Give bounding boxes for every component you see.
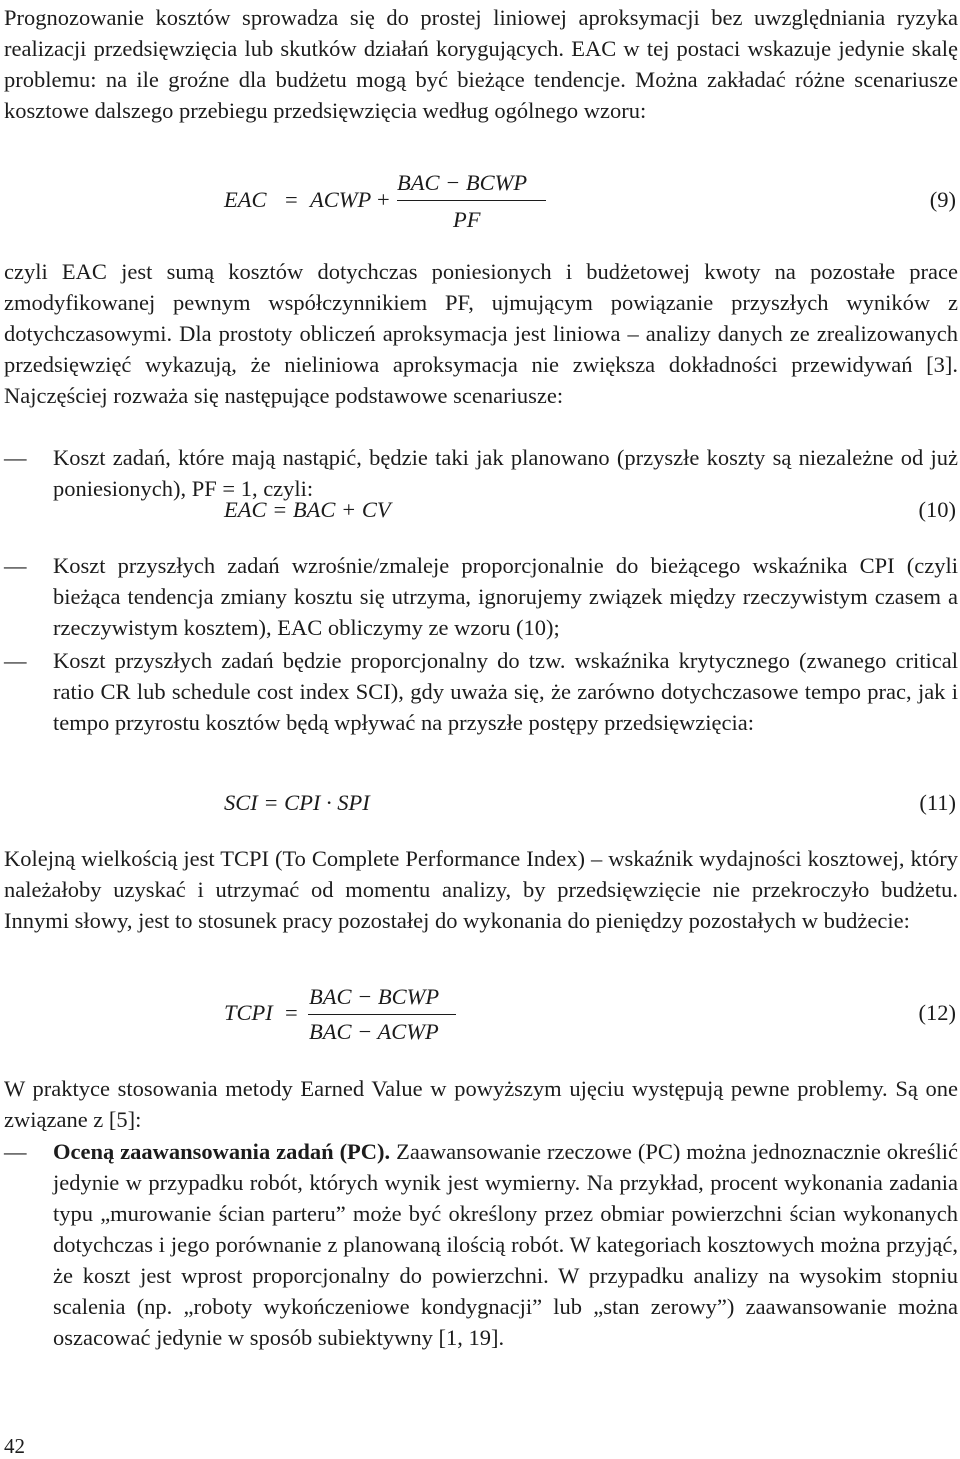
list-item-scenario-2 — [4, 550, 958, 643]
eq9-number: (9) — [929, 187, 956, 212]
list-item-text: Koszt zadań, które mają nastąpić, będzie taki jak planowano (przyszłe koszty są niezależne od już poniesionych), PF = 1, czyli: — [53, 445, 958, 501]
eq9-term: ACWP — [310, 187, 372, 212]
list-dash: — — [4, 1139, 27, 1164]
eq9-equals: = — [285, 187, 298, 212]
eq11-expression: SCI = CPI · SPI — [224, 790, 370, 815]
eq10-number: (10) — [918, 497, 956, 522]
paragraph-explanation: czyli EAC jest sumą kosztów dotychczas poniesionych i budżetowej kwoty na pozostałe prace zmodyfikowanej pewnym współczynnikiem PF, ujmującym powiązanie przyszłych wyników z dotychczasowymi. Dla prostoty obliczeń aproksymacja jest liniowa – analizy danych ze zrealizowanych przedsięwzięć wykazują, że nieliniowa aproksymacja nie zwiększa dokładności przewidywań [3]. Najczęściej rozważa się następujące podstawowe scenariusze: — [4, 259, 958, 408]
eq9-denominator: PF — [453, 207, 481, 232]
list-dash: — — [4, 648, 27, 673]
eq9-plus: + — [377, 187, 390, 212]
list-item-scenario-3 — [4, 645, 958, 738]
list-dash: — — [4, 445, 27, 470]
paragraph-problems: W praktyce stosowania metody Earned Value w powyższym ujęciu występują pewne problemy. Są one związane z [5]: — [4, 1076, 958, 1132]
paragraph-intro: Prognozowanie kosztów sprowadza się do prostej liniowej aproksymacji bez uwzględniania ryzyka realizacji przedsięwzięcia lub skutków działań korygujących. EAC w tej postaci wskazuje jedynie skalę problemu: na ile groźne dla budżetu mogą być bieżące tendencje. Można zakładać różne scenariusze kosztowe dalszego przebiegu przedsięwzięcia według ogólnego wzoru: — [4, 5, 958, 123]
list-item-text: Koszt przyszłych zadań wzrośnie/zmaleje proporcjonalnie do bieżącego wskaźnika CPI (czyli bieżąca tendencja zmiany kosztu się utrzyma, ignorujemy związek między rzeczywistym czasem a rzeczywistym kosztem), EAC obliczymy ze wzoru (10); — [53, 553, 958, 640]
eq12-denominator: BAC − ACWP — [309, 1019, 439, 1044]
list-item-progress-evaluation — [4, 1136, 958, 1353]
eq9-numerator: BAC − BCWP — [397, 170, 528, 195]
eq9-lhs: EAC — [224, 187, 267, 212]
list-dash: — — [4, 553, 27, 578]
list-item-text — [53, 1136, 958, 1353]
eq9-fraction-bar — [397, 200, 546, 201]
eq11-number: (11) — [919, 790, 956, 815]
eq12-numerator: BAC − BCWP — [309, 984, 440, 1009]
list-item-body-text: Zaawansowanie rzeczowe (PC) można jednoznacznie określić jedynie w przypadku robót, których wynik jest wymierny. Na przykład, procent wykonania zadania typu „murowanie ścian parteru” może być określony przez obmiar powierzchni ścian wykonanych dotychczas i jego porównanie z planowaną ilością robót. W kategoriach kosztowych można przyjąć, że koszt jest wprost proporcjonalny do powierzchni. W przypadku analizy na wysokim stopniu scalenia (np. „roboty wykończeniowe kondygnacji” lub „stan zerowy”) zaawansowanie można oszacować jedynie w sposób subiektywny [1, 19]. — [53, 1139, 958, 1350]
eq12-fraction-bar — [308, 1014, 456, 1015]
eq12-lhs: TCPI — [224, 1000, 273, 1025]
eq12-equals: = — [285, 1000, 298, 1025]
eq12-number: (12) — [918, 1000, 956, 1025]
paragraph-tcpi: Kolejną wielkością jest TCPI (To Complete Performance Index) – wskaźnik wydajności kosztowej, który należałoby uzyskać i utrzymać od momentu analizy, by przedsięwzięcie nie przekroczyło budżetu. Innymi słowy, jest to stosunek pracy pozostałej do wykonania do pieniędzy pozostałych w budżecie: — [4, 846, 958, 933]
list-item-scenario-1 — [4, 442, 958, 504]
eq10-expression: EAC = BAC + CV — [224, 497, 391, 522]
page-number: 42 — [4, 1434, 25, 1458]
list-item-bold-lead: Oceną zaawansowania zadań (PC). — [53, 1139, 391, 1164]
list-item-text: Koszt przyszłych zadań będzie proporcjonalny do tzw. wskaźnika krytycznego (zwanego critical ratio CR lub schedule cost index SCI), gdy uważa się, że zarówno dotychczasowe tempo prac, jak i tempo przyrostu kosztów będą wpływać na przyszłe postępy przedsięwzięcia: — [53, 648, 958, 735]
